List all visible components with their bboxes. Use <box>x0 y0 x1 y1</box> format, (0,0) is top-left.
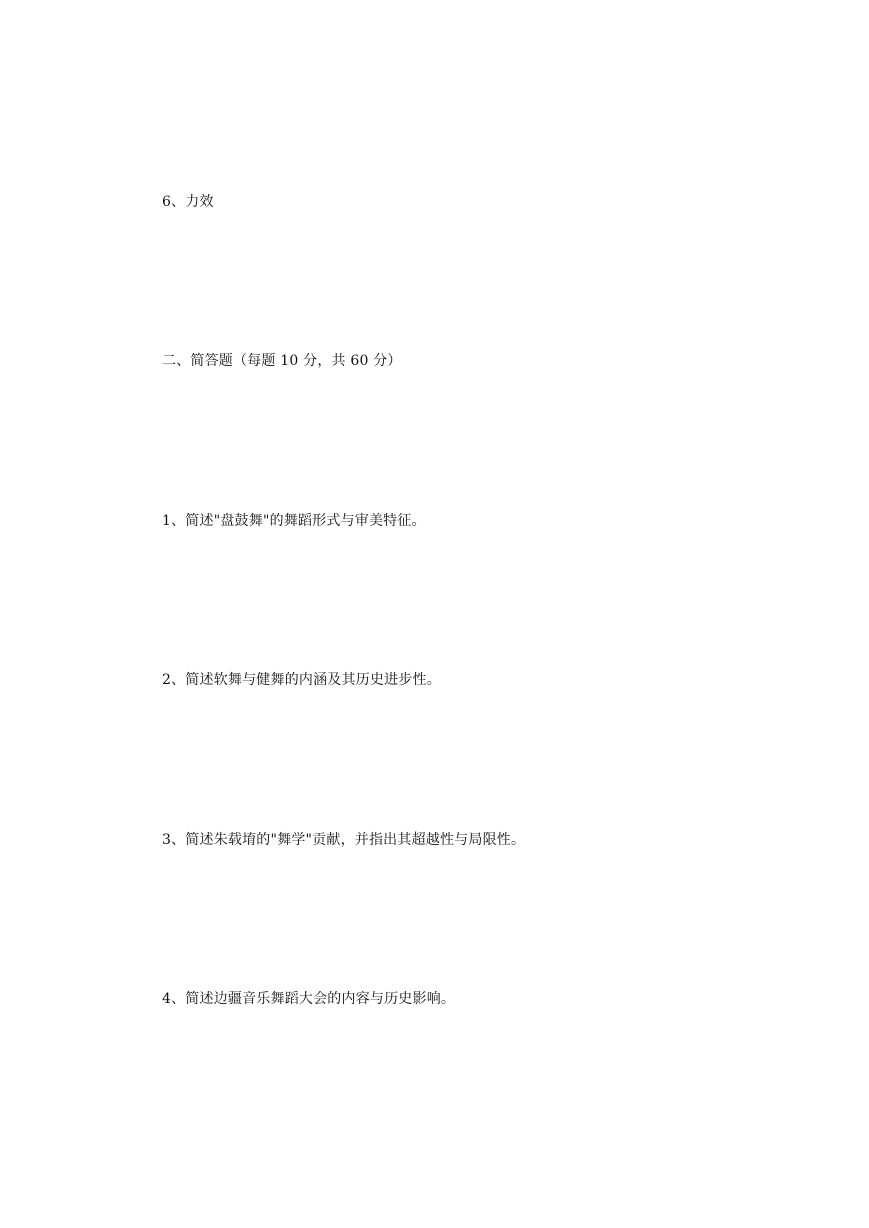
question-item-3: 3、简述朱载堉的"舞学"贡献，并指出其超越性与局限性。 <box>162 832 526 848</box>
question-item-6-term: 6、力效 <box>162 194 214 210</box>
question-item-4: 4、简述边疆音乐舞蹈大会的内容与历史影响。 <box>162 991 456 1007</box>
question-item-2: 2、简述软舞与健舞的内涵及其历史进步性。 <box>162 672 441 688</box>
question-item-1: 1、简述"盘鼓舞"的舞蹈形式与审美特征。 <box>162 513 426 529</box>
section-heading-short-answer: 二、简答题（每题 10 分，共 60 分） <box>162 353 402 369</box>
